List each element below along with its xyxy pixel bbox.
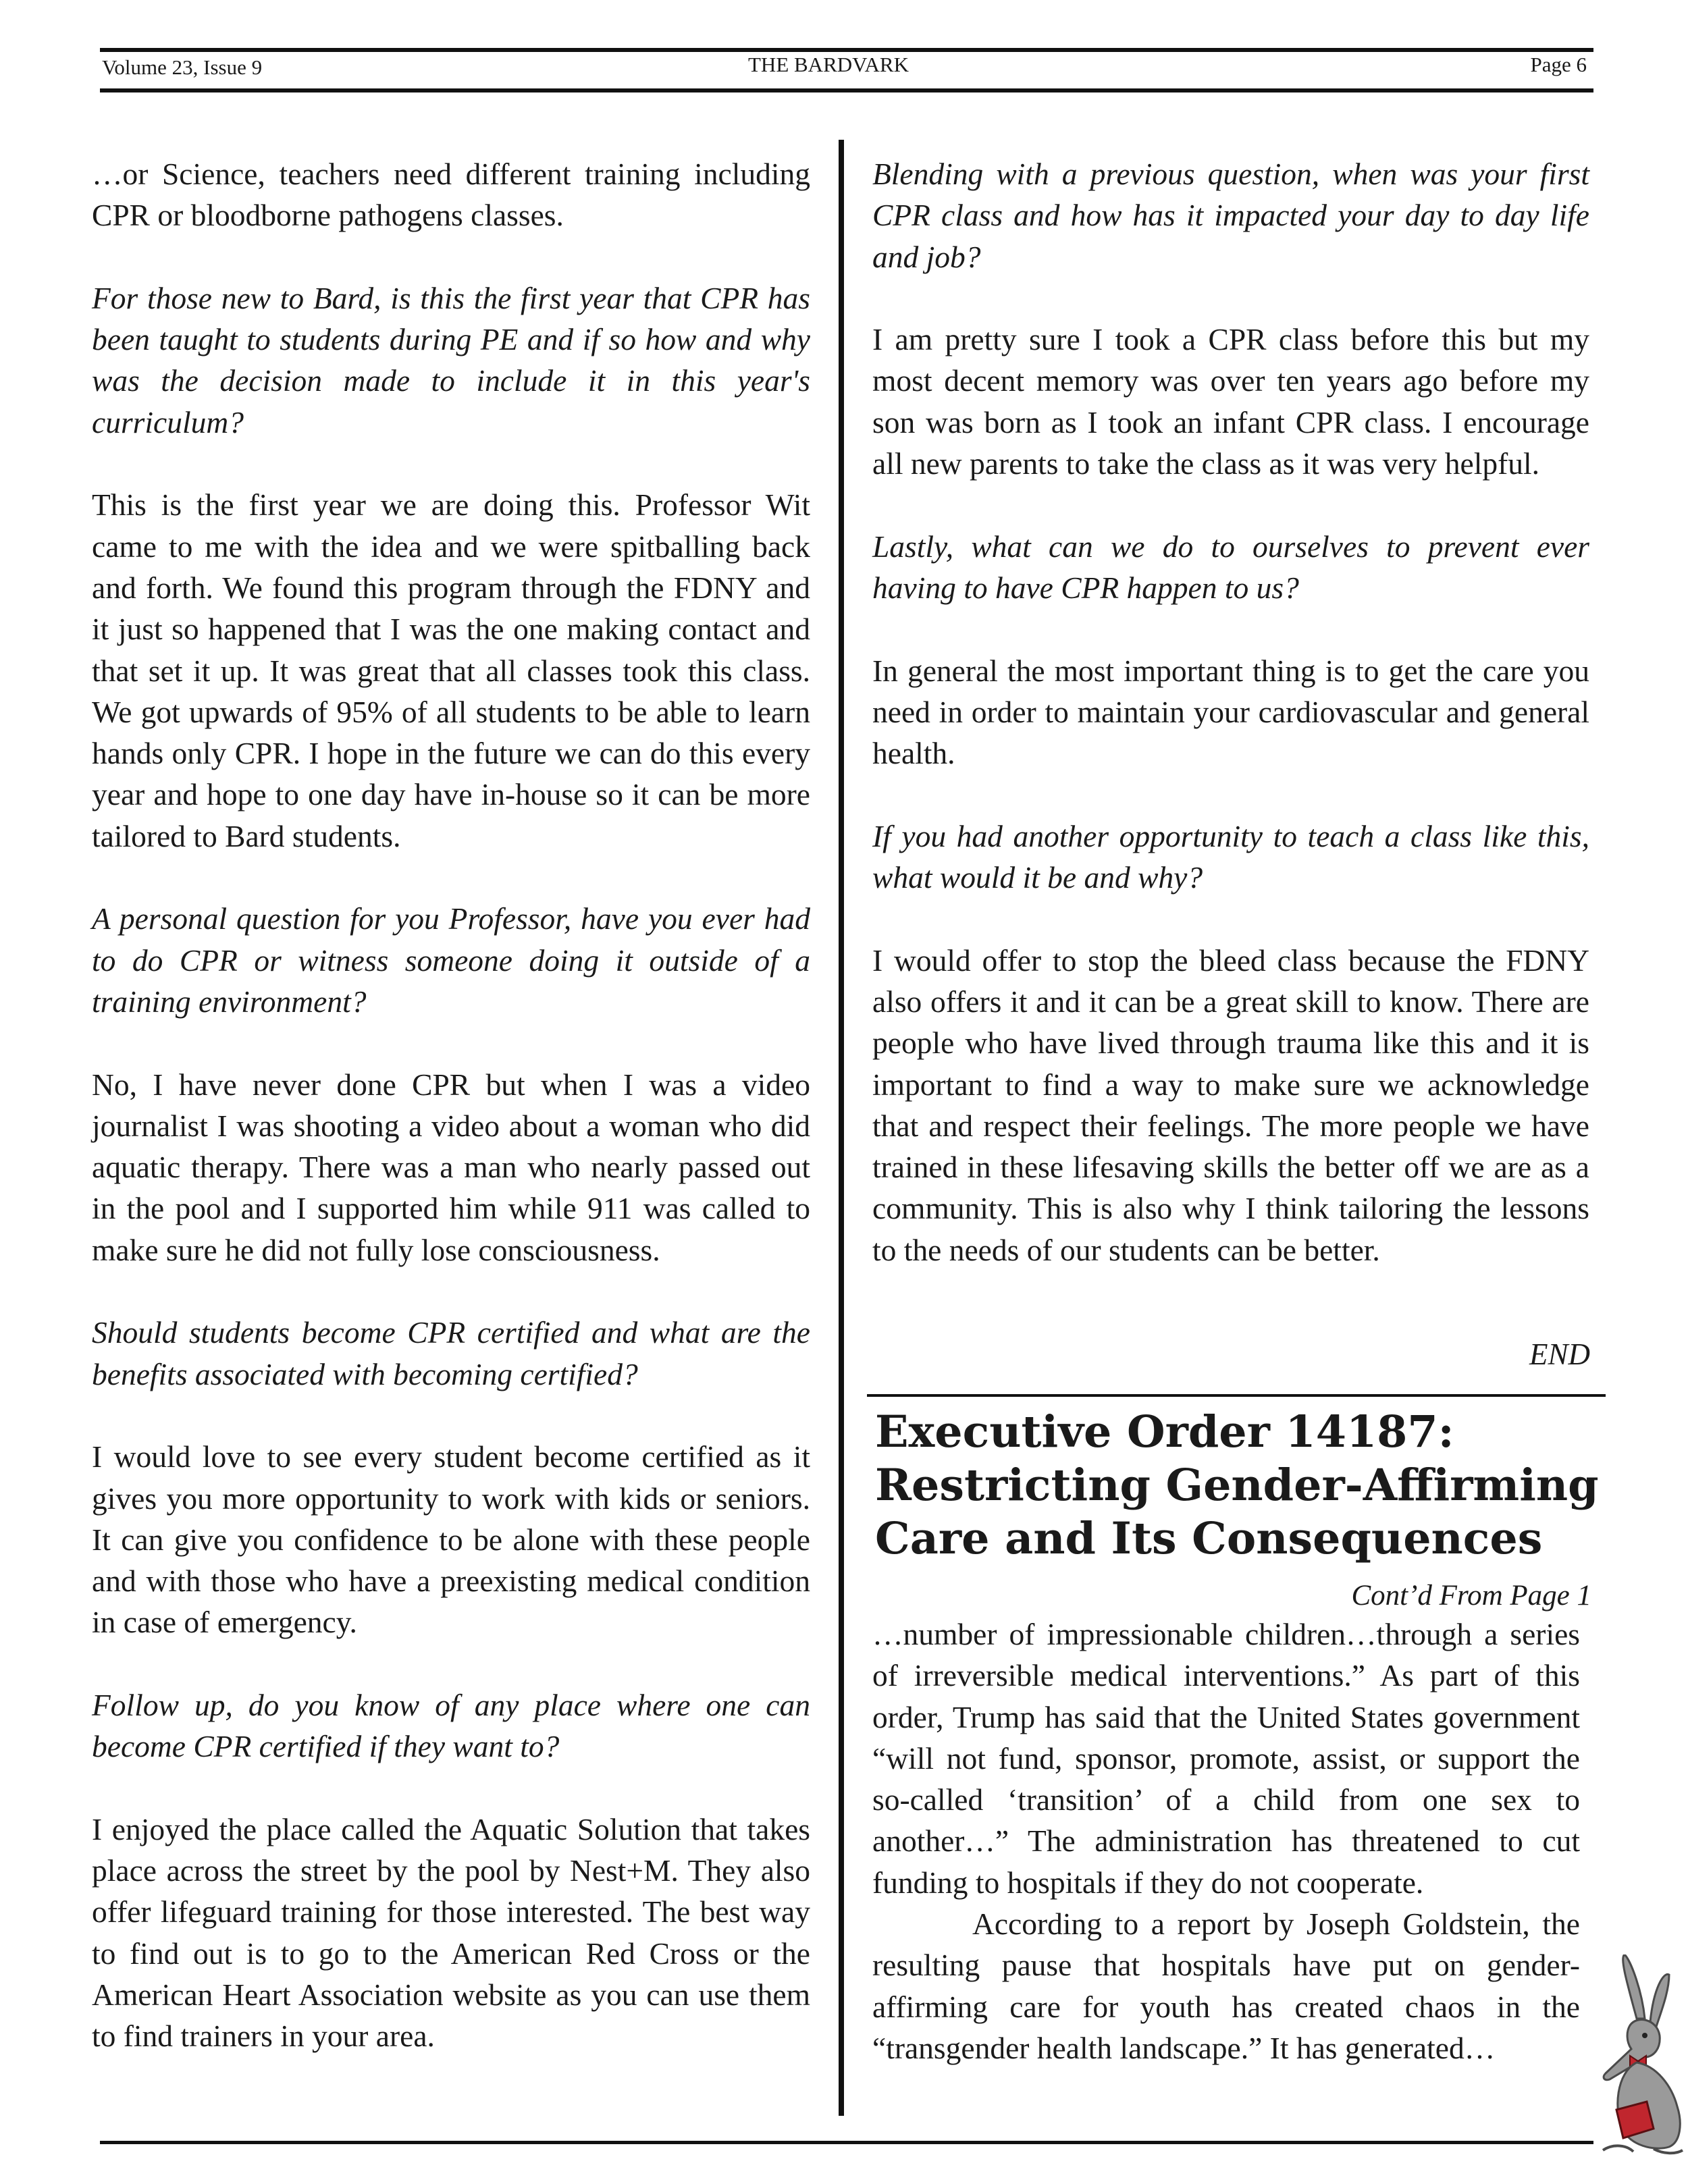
question-paragraph: Follow up, do you know of any place where one can become CPR certified if they want to? [92,1687,810,1764]
aardvark-mascot-icon [1589,1954,1684,2157]
end-mark: END [1529,1337,1590,1371]
answer-paragraph: …or Science, teachers need different training including CPR or bloodborne pathogens classes. [92,157,810,233]
answer-paragraph: No, I have never done CPR but when I was a video journalist I was shooting a video about a woman who did aquatic therapy. There was a man who nearly passed out in the pool and I supported him while 911 was called to make sure he did not fully lose consciousness. [92,1067,810,1267]
header-bottom-rule [100,88,1593,92]
answer-paragraph: I would love to see every student become certified as it gives you more opportunity to work with kids or seniors. It can give you confidence to be alone with these people and with those who have a preexisting medical condition in case of emergency. [92,1439,810,1640]
header-page: Page 6 [1530,53,1587,76]
footer-rule [100,2141,1593,2144]
continued-from-note: Cont’d From Page 1 [1351,1580,1591,1612]
header-publication: THE BARDVARK [748,53,909,76]
article-title: Executive Order 14187: Restricting Gender-Affirming Care and Its Consequences [875,1406,1599,1564]
header-volume: Volume 23, Issue 9 [102,55,263,79]
article-paragraph: …number of impressionable children…through a series of irreversible medical interventions.” As part of this order, Trump has said that the United States government “will not fund, sponsor, promote, assist, or support the so-called ‘transition’ of a child from one sex to another…” The administration has threatened to cut funding to hospitals if they do not cooperate. [872,1617,1580,1900]
article-body [872,1614,1580,2069]
question-paragraph: A personal question for you Professor, have you ever had to do CPR or witness someone doing it outside of a training environment? [92,901,810,1019]
answer-paragraph: In general the most important thing is to get the care you need in order to maintain your cardiovascular and general health. [872,653,1589,771]
question-paragraph: Blending with a previous question, when was your first CPR class and how has it impacted your day to day life and job? [872,157,1589,274]
question-paragraph: Lastly, what can we do to ourselves to prevent ever having to have CPR happen to us? [872,529,1589,605]
question-paragraph: For those new to Bard, is this the first year that CPR has been taught to students during PE and if so how and why was the decision made to include it in this year's curriculum? [92,280,810,440]
right-column-interview [872,153,1589,1271]
question-paragraph: If you had another opportunity to teach a class like this, what would it be and why? [872,818,1589,895]
answer-paragraph: I am pretty sure I took a CPR class before this but my most decent memory was over ten years ago before my son was born as I took an infant CPR class. I encourage all new parents to take the class as it was very helpful. [872,322,1589,481]
question-paragraph: Should students become CPR certified and what are the benefits associated with becoming certified? [92,1315,810,1391]
article-paragraph: According to a report by Joseph Goldstein, the resulting pause that hospitals have put on gender-affirming care for youth has created chaos in the “transgender health landscape.” It has generated… [872,1907,1580,2065]
answer-paragraph: I enjoyed the place called the Aquatic Solution that takes place across the street by the pool by Nest+M. They also offer lifeguard training for those interested. The best way to find out is to go to the American Red Cross or the American Heart Association website as you can use them to find trainers in your area. [92,1811,810,2054]
column-divider [839,140,844,2116]
left-column [92,153,810,2057]
answer-paragraph: This is the first year we are doing this. Professor Wit came to me with the idea and we were spitballing back and forth. We found this program through the FDNY and it just so happened that I was the one making contact and that set it up. It was great that all classes took this class. We got upwards of 95% of all students to be able to learn hands only CPR. I hope in the future we can do this every year and hope to one day have in-house so it can be more tailored to Bard students. [92,487,810,853]
article-separator-rule [867,1394,1606,1397]
answer-paragraph: I would offer to stop the bleed class because the FDNY also offers it and it can be a great skill to know. There are people who have lived through trauma like this and it is important to find a way to make sure we acknowledge that and respect their feelings. The more people we have trained in these lifesaving skills the better off we are as a community. This is also why I think tailoring the lessons to the needs of our students can be better. [872,942,1589,1267]
